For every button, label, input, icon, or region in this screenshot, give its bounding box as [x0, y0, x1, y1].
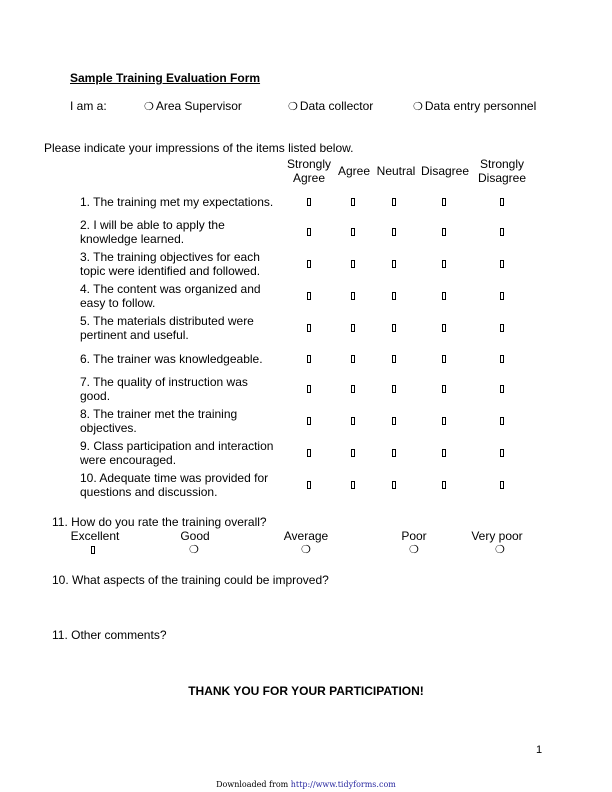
- improve-question: 10. What aspects of the training could be improved?: [52, 573, 329, 587]
- column-header-line: Strongly: [286, 157, 332, 171]
- rating-checkbox-strongly-agree[interactable]: [307, 481, 311, 489]
- rating-checkbox-agree[interactable]: [351, 481, 355, 489]
- footer: [0, 780, 612, 789]
- rating-checkbox-agree[interactable]: [351, 228, 355, 236]
- rating-checkbox-agree[interactable]: [351, 324, 355, 332]
- rating-checkbox-disagree[interactable]: [442, 385, 446, 393]
- other-comments-question: 11. Other comments?: [52, 628, 167, 642]
- rating-checkbox-neutral[interactable]: [392, 260, 396, 268]
- role-label: Data collector: [299, 99, 374, 113]
- column-header-neutral: Neutral: [376, 164, 416, 178]
- rating-checkbox-agree[interactable]: [351, 385, 355, 393]
- overall-option-label: Very poor: [471, 529, 523, 543]
- rating-checkbox-agree[interactable]: [351, 260, 355, 268]
- overall-option-label: Poor: [401, 529, 427, 543]
- role-option-data-entry-personnel[interactable]: [413, 99, 536, 113]
- rating-checkbox-neutral[interactable]: [392, 449, 396, 457]
- column-header-strongly-disagree: [474, 157, 530, 185]
- rating-checkbox-neutral[interactable]: [392, 292, 396, 300]
- overall-option-label: Excellent: [70, 529, 120, 543]
- rating-checkbox-disagree[interactable]: [442, 260, 446, 268]
- overall-poor-radio[interactable]: ❍: [409, 544, 419, 556]
- rating-checkbox-strongly-disagree[interactable]: [500, 481, 504, 489]
- rating-item-text: 8. The trainer met the training objectives.: [80, 407, 238, 435]
- rating-checkbox-strongly-disagree[interactable]: [500, 449, 504, 457]
- rating-checkbox-strongly-agree[interactable]: [307, 198, 311, 206]
- rating-item-text: 2. I will be able to apply the knowledge learned.: [80, 218, 225, 246]
- rating-item-text: 9. Class participation and interaction were encouraged.: [80, 439, 274, 467]
- rating-checkbox-disagree[interactable]: [442, 481, 446, 489]
- role-option-data-collector[interactable]: [288, 99, 373, 113]
- rating-checkbox-strongly-disagree[interactable]: [500, 324, 504, 332]
- rating-item-text: 6. The trainer was knowledgeable.: [80, 352, 263, 366]
- form-title: Sample Training Evaluation Form: [70, 71, 261, 85]
- overall-very-poor-radio[interactable]: ❍: [495, 544, 505, 556]
- rating-checkbox-strongly-agree[interactable]: [307, 260, 311, 268]
- rating-checkbox-neutral[interactable]: [392, 417, 396, 425]
- rating-checkbox-strongly-agree[interactable]: [307, 355, 311, 363]
- rating-item-text: 7. The quality of instruction was good.: [80, 375, 248, 403]
- overall-good-radio[interactable]: ❍: [189, 544, 199, 556]
- rating-checkbox-strongly-agree[interactable]: [307, 385, 311, 393]
- rating-checkbox-neutral[interactable]: [392, 228, 396, 236]
- rating-checkbox-strongly-disagree[interactable]: [500, 198, 504, 206]
- rating-checkbox-agree[interactable]: [351, 449, 355, 457]
- rating-checkbox-disagree[interactable]: [442, 417, 446, 425]
- rating-checkbox-agree[interactable]: [351, 355, 355, 363]
- column-header-line: Strongly: [479, 157, 525, 171]
- rating-checkbox-disagree[interactable]: [442, 198, 446, 206]
- overall-average-radio[interactable]: ❍: [301, 544, 311, 556]
- column-header-line: Disagree: [477, 171, 527, 185]
- rating-checkbox-strongly-agree[interactable]: [307, 292, 311, 300]
- footer-link[interactable]: http://www.tidyforms.com: [290, 780, 396, 789]
- role-label: Data entry personnel: [424, 99, 537, 113]
- instructions-text: Please indicate your impressions of the items listed below.: [44, 141, 354, 155]
- page-number: 1: [536, 744, 543, 756]
- rating-checkbox-agree[interactable]: [351, 292, 355, 300]
- rating-checkbox-strongly-agree[interactable]: [307, 324, 311, 332]
- rating-checkbox-strongly-agree[interactable]: [307, 417, 311, 425]
- rating-checkbox-strongly-disagree[interactable]: [500, 260, 504, 268]
- rating-checkbox-strongly-agree[interactable]: [307, 449, 311, 457]
- overall-question: 11. How do you rate the training overall?: [52, 515, 267, 529]
- overall-option-label: Good: [180, 529, 210, 543]
- column-header-strongly-agree: [283, 157, 335, 185]
- radio-icon[interactable]: ❍: [144, 101, 154, 113]
- rating-checkbox-disagree[interactable]: [442, 228, 446, 236]
- rating-checkbox-disagree[interactable]: [442, 355, 446, 363]
- role-label: Area Supervisor: [155, 99, 242, 113]
- footer-prefix: Downloaded from: [216, 780, 289, 789]
- iam-label: I am a:: [70, 99, 107, 113]
- rating-checkbox-disagree[interactable]: [442, 449, 446, 457]
- rating-checkbox-strongly-disagree[interactable]: [500, 355, 504, 363]
- column-header-agree: Agree: [337, 164, 371, 178]
- rating-checkbox-strongly-disagree[interactable]: [500, 292, 504, 300]
- rating-item-text: 10. Adequate time was provided for questions and discussion.: [80, 471, 269, 499]
- rating-checkbox-neutral[interactable]: [392, 324, 396, 332]
- overall-excellent-checkbox[interactable]: [91, 546, 95, 554]
- rating-checkbox-neutral[interactable]: [392, 198, 396, 206]
- rating-checkbox-strongly-disagree[interactable]: [500, 228, 504, 236]
- rating-item-text: 3. The training objectives for each topic were identified and followed.: [80, 250, 261, 278]
- rating-checkbox-strongly-disagree[interactable]: [500, 417, 504, 425]
- rating-checkbox-neutral[interactable]: [392, 355, 396, 363]
- overall-option-label: Average: [283, 529, 329, 543]
- rating-checkbox-neutral[interactable]: [392, 481, 396, 489]
- rating-checkbox-disagree[interactable]: [442, 324, 446, 332]
- column-header-disagree: Disagree: [420, 164, 470, 178]
- rating-item-text: 1. The training met my expectations.: [80, 195, 274, 209]
- rating-checkbox-agree[interactable]: [351, 198, 355, 206]
- radio-icon[interactable]: ❍: [288, 101, 298, 113]
- rating-checkbox-strongly-agree[interactable]: [307, 228, 311, 236]
- role-option-area-supervisor[interactable]: [144, 99, 242, 113]
- rating-checkbox-neutral[interactable]: [392, 385, 396, 393]
- rating-checkbox-agree[interactable]: [351, 417, 355, 425]
- rating-checkbox-strongly-disagree[interactable]: [500, 385, 504, 393]
- rating-item-text: 4. The content was organized and easy to follow.: [80, 282, 261, 310]
- radio-icon[interactable]: ❍: [413, 101, 423, 113]
- rating-checkbox-disagree[interactable]: [442, 292, 446, 300]
- column-header-line: Agree: [292, 171, 326, 185]
- thank-you-text: THANK YOU FOR YOUR PARTICIPATION!: [188, 684, 424, 698]
- rating-item-text: 5. The materials distributed were pertinent and useful.: [80, 314, 254, 342]
